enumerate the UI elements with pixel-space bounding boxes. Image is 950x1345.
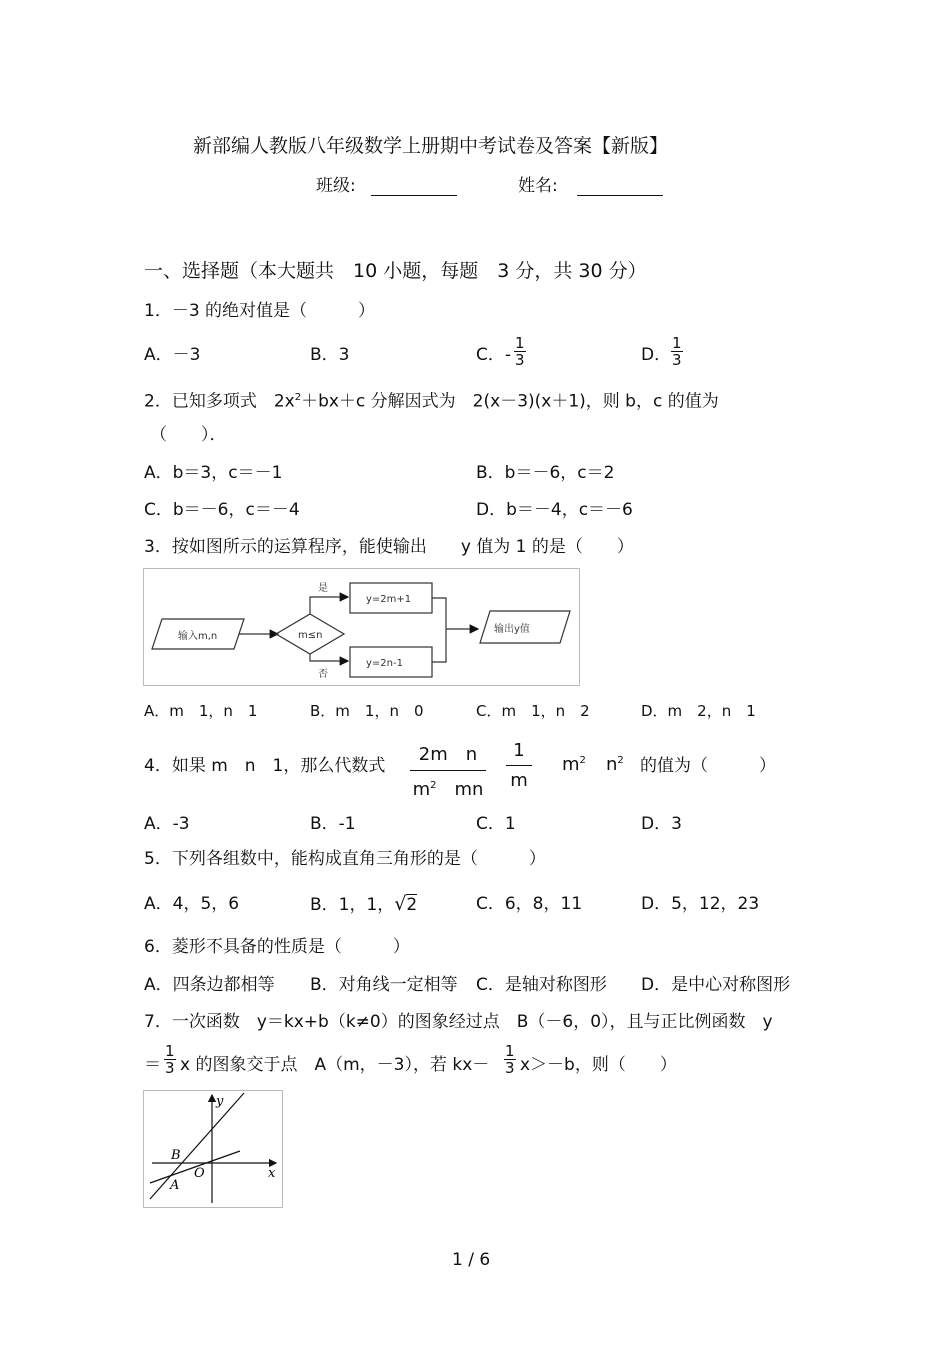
fraction-denominator: 3: [515, 351, 525, 369]
q4-fraction-2-numerator: 1: [506, 740, 532, 766]
den-exp: 2: [430, 780, 437, 791]
m-var: m: [562, 754, 580, 775]
q7-stem-part3: x＞－b，则（ ）: [520, 1055, 677, 1075]
m-exp: 2: [579, 755, 586, 766]
q4-stem-part2: 的值为（ ）: [640, 756, 776, 776]
decision-label: m≤n: [298, 630, 323, 641]
name-field: [518, 176, 663, 196]
sqrt-icon: √: [394, 893, 407, 915]
q3-flowchart: [143, 568, 580, 686]
x-axis-label: x: [268, 1166, 276, 1181]
fraction-numerator: 1: [505, 1042, 515, 1060]
q7-fraction-1: [164, 1043, 176, 1076]
n-exp: 2: [617, 755, 624, 766]
process-bottom-label: y=2n-1: [366, 658, 403, 669]
q4-fraction-1-denominator: [410, 771, 486, 801]
q5-option-b-text: B．1，1，: [310, 895, 395, 915]
q4-m-squared: [562, 754, 586, 775]
fraction-numerator: 1: [515, 334, 525, 352]
class-label: 班级:: [316, 176, 356, 196]
q2-stem-part2: ＋bx＋c 分解因式为 2(x－3)(x＋1)，则 b，c 的值为: [301, 391, 719, 412]
q4-fraction-1-numerator: 2m n: [410, 740, 486, 771]
q4-option-b: B．-1: [310, 814, 356, 834]
point-a-label: A: [170, 1178, 180, 1193]
section-heading: 一、选择题（本大题共 10 小题，每题 3 分，共 30 分）: [144, 260, 647, 282]
den-mn: mn: [436, 779, 484, 800]
input-label: 输入m,n: [178, 631, 218, 642]
fraction-denominator: 3: [165, 1059, 175, 1077]
yes-label: 是: [318, 583, 328, 594]
q6-option-d: D．是中心对称图形: [641, 975, 791, 995]
origin-label: O: [194, 1166, 205, 1181]
n-var: n: [606, 754, 618, 775]
den-m: m: [412, 779, 431, 800]
q1-option-d-fraction: [671, 335, 683, 368]
q4-fraction-2: [506, 740, 532, 791]
q2-exponent: 2: [294, 392, 302, 403]
page-title: 新部编人教版八年级数学上册期中考试卷及答案【新版】: [193, 135, 669, 157]
graph-svg: [144, 1091, 282, 1207]
q3-option-b: B．m 1，n 0: [310, 702, 424, 720]
q6-option-a: A．四条边都相等: [144, 975, 275, 995]
q4-n-squared: [606, 754, 624, 775]
q2-option-b: B．b＝－6，c＝2: [476, 463, 615, 483]
q2-option-c: C．b＝－6，c＝－4: [144, 500, 300, 520]
q3-stem: 3．按如图所示的运算程序，能使输出 y 值为 1 的是（ ）: [144, 537, 634, 557]
q3-option-d: D．m 2，n 1: [641, 702, 756, 720]
fraction-denominator: 3: [505, 1059, 515, 1077]
no-label: 否: [318, 669, 328, 680]
q5-stem: 5．下列各组数中，能构成直角三角形的是（ ）: [144, 849, 546, 869]
line-y-kx-b: [150, 1093, 244, 1199]
q1-option-a: A．－3: [144, 345, 201, 365]
q1-stem: 1．－3 的绝对值是（ ）: [144, 301, 376, 321]
name-blank: [577, 179, 663, 196]
fraction-denominator: 3: [672, 351, 682, 369]
q5-option-d: D．5，12，23: [641, 894, 760, 914]
q4-option-d: D．3: [641, 814, 682, 834]
q7-fraction-2: [504, 1043, 516, 1076]
process-top-label: y=2m+1: [366, 594, 412, 605]
q4-option-a: A．-3: [144, 814, 190, 834]
q3-option-a: A．m 1，n 1: [144, 702, 258, 720]
q2-stem: [144, 388, 719, 412]
q1-option-c-fraction: [514, 335, 526, 368]
fraction-numerator: 1: [165, 1042, 175, 1060]
q5-radicand: 2: [406, 895, 418, 915]
q6-stem: 6．菱形不具备的性质是（ ）: [144, 937, 410, 957]
q5-option-a: A．4，5，6: [144, 894, 240, 914]
q6-option-c: C．是轴对称图形: [476, 975, 607, 995]
q2-stem-blank: （ ）．: [150, 425, 227, 445]
q1-option-d: D．: [641, 345, 672, 365]
q2-option-a: A．b＝3，c＝－1: [144, 463, 283, 483]
q7-stem-part2: x 的图象交于点 A（m，－3），若 kx－: [180, 1055, 490, 1075]
q4-stem-part1: 4．如果 m n 1，那么代数式: [144, 756, 386, 776]
q1-option-c: C．-: [476, 345, 512, 365]
q3-option-c: C．m 1，n 2: [476, 702, 590, 720]
class-blank: [371, 179, 457, 196]
fraction-numerator: 1: [672, 334, 682, 352]
y-axis-label: y: [216, 1094, 224, 1109]
point-b-label: B: [171, 1148, 181, 1163]
flowchart-svg: [144, 569, 579, 685]
q2-stem-part1: 2．已知多项式 2x: [144, 391, 295, 412]
q4-option-c: C．1: [476, 814, 516, 834]
q4-fraction-2-denominator: m: [510, 770, 528, 791]
q7-equals: ＝: [144, 1055, 161, 1075]
q1-option-b: B．3: [310, 345, 350, 365]
q5-option-c: C．6，8，11: [476, 894, 583, 914]
q6-option-b: B．对角线一定相等: [310, 975, 458, 995]
q7-graph: [143, 1090, 283, 1208]
name-label: 姓名:: [518, 176, 558, 196]
output-label: 输出y值: [494, 624, 530, 635]
q2-option-d: D．b＝－4，c＝－6: [476, 500, 633, 520]
class-field: [316, 176, 457, 196]
page-number: 1 / 6: [452, 1250, 491, 1270]
q7-stem-part1: 7．一次函数 y＝kx+b（k≠0）的图象经过点 B（－6，0），且与正比例函数 y: [144, 1012, 773, 1032]
q5-option-b: [310, 894, 417, 915]
q4-fraction-1: [410, 740, 486, 801]
